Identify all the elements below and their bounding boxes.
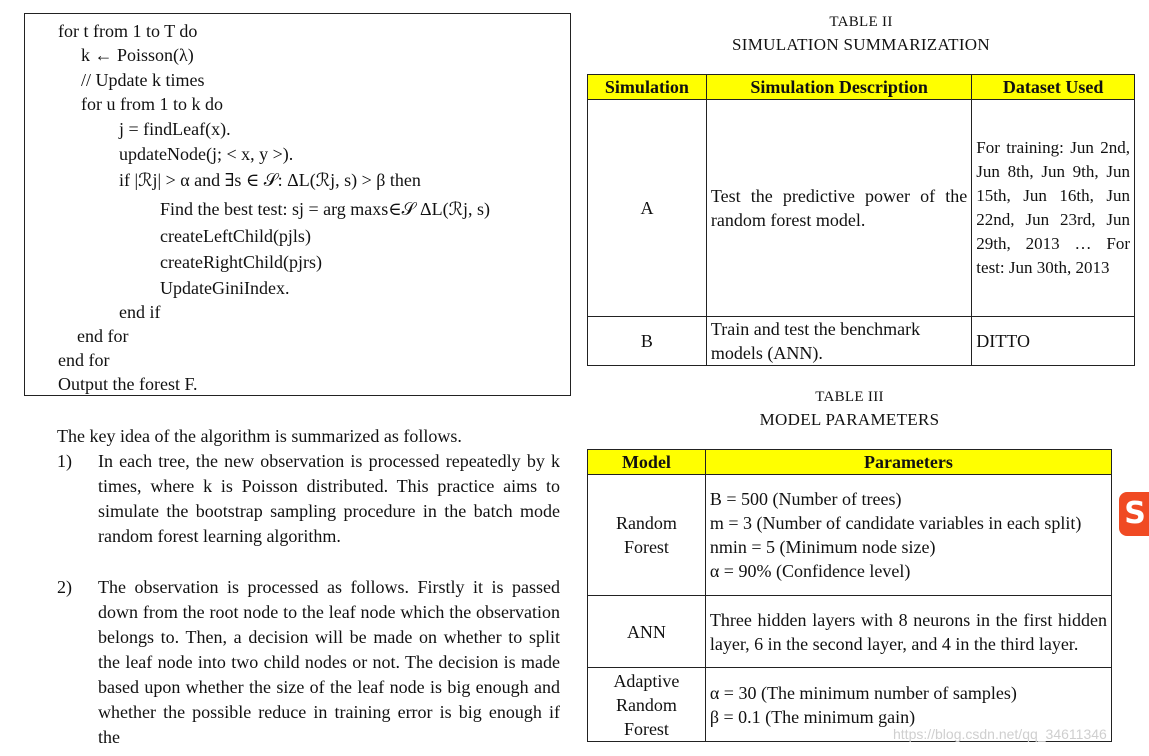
list-item-1: [57, 449, 560, 574]
list-text: The observation is processed as follows. Firstly it is passed down from the root node to the leaf node which the observation belongs to. Then, a decision will be made on whether to split the leaf node into two child nodes or not. The decision is made based upon whether the size of the leaf node is big enough and whether the possible reduce in training error is big enough if the: [98, 577, 560, 747]
table2-label: TABLE II: [829, 14, 893, 30]
intro-paragraph: The key idea of the algorithm is summarized as follows.: [57, 426, 462, 446]
param-line: β = 0.1 (The minimum gain): [709, 706, 916, 727]
table-row: [588, 317, 1135, 366]
algo-line-15: Output the forest F.: [58, 374, 198, 394]
list-number: 1): [57, 451, 72, 471]
algo-line-13: end for: [77, 326, 129, 346]
algo-line-5: j = findLeaf(x).: [119, 119, 231, 139]
table-row: [588, 596, 1112, 668]
param-line: nmin = 5 (Minimum node size): [709, 537, 936, 557]
column-header: Dataset Used: [972, 75, 1135, 100]
table-cell: Test the predictive power of the random forest model.: [706, 100, 971, 317]
algo-line-12: end if: [119, 302, 161, 322]
column-header: Simulation Description: [706, 75, 971, 100]
column-header: Model: [588, 450, 706, 475]
table-cell: Train and test the benchmark models (ANN).: [706, 317, 971, 366]
column-header: Simulation: [588, 75, 707, 100]
param-line: m = 3 (Number of candidate variables in each split): [709, 513, 1082, 533]
table2-title: SIMULATION SUMMARIZATION: [732, 35, 990, 54]
algo-line-8: Find the best test: sj = arg maxs∈𝒮 ΔL(ℛj, s): [160, 199, 490, 219]
column-header: Parameters: [705, 450, 1111, 475]
param-line: α = 30 (The minimum number of samples): [709, 682, 1017, 703]
table-cell: A: [588, 100, 707, 317]
model-parameters-table: [587, 449, 1112, 742]
watermark-text: https://blog.csdn.net/qq_34611346: [893, 726, 1107, 742]
param-line: α = 90% (Confidence level): [709, 561, 911, 581]
algo-line-7: if |ℛj| > α and ∃s ∈ 𝒮: ΔL(ℛj, s) > β then: [119, 170, 421, 190]
table-cell: Random Forest: [588, 475, 706, 596]
algo-line-2: k ← Poisson(λ): [81, 45, 194, 65]
algo-line-11: UpdateGiniIndex.: [160, 278, 290, 298]
algo-line-10: createRightChild(pjrs): [160, 252, 322, 272]
list-number: 2): [57, 577, 72, 597]
table-cell: For training: Jun 2nd, Jun 8th, Jun 9th, Jun 15th, Jun 16th, Jun 22nd, Jun 23rd, Jun 29th, 2013 … For test: Jun 30th, 2013: [972, 100, 1135, 317]
table-cell: [705, 475, 1111, 596]
table-row: [588, 100, 1135, 317]
table-cell: Adaptive Random Forest: [588, 668, 706, 742]
table-header-row: [588, 450, 1112, 475]
algo-line-14: end for: [58, 350, 110, 370]
algo-line-6: updateNode(j; < x, y >).: [119, 144, 294, 164]
table-cell: DITTO: [972, 317, 1135, 366]
table-row: [588, 475, 1112, 596]
table-cell: ANN: [588, 596, 706, 668]
algo-line-4: for u from 1 to k do: [81, 94, 223, 114]
algo-line-9: createLeftChild(pjls): [160, 226, 311, 246]
list-text: In each tree, the new observation is processed repeatedly by k times, where k is Poisson distributed. This practice aims to simulate the bootstrap sampling procedure in the batch mode random forest learning algorithm.: [98, 451, 560, 546]
table-header-row: [588, 75, 1135, 100]
algo-line-3: // Update k times: [81, 70, 205, 90]
list-item-2: [57, 575, 560, 750]
param-line: B = 500 (Number of trees): [709, 489, 902, 509]
table-cell: Three hidden layers with 8 neurons in the first hidden layer, 6 in the second layer, and 4 in the third layer.: [705, 596, 1111, 668]
simulation-table: [587, 74, 1135, 366]
algorithm-box: [24, 13, 571, 396]
table-cell: B: [588, 317, 707, 366]
table3-title: MODEL PARAMETERS: [759, 410, 940, 429]
sogou-ime-icon[interactable]: S: [1119, 492, 1149, 536]
algo-line-1: for t from 1 to T do: [58, 21, 198, 41]
table3-label: TABLE III: [815, 389, 884, 405]
